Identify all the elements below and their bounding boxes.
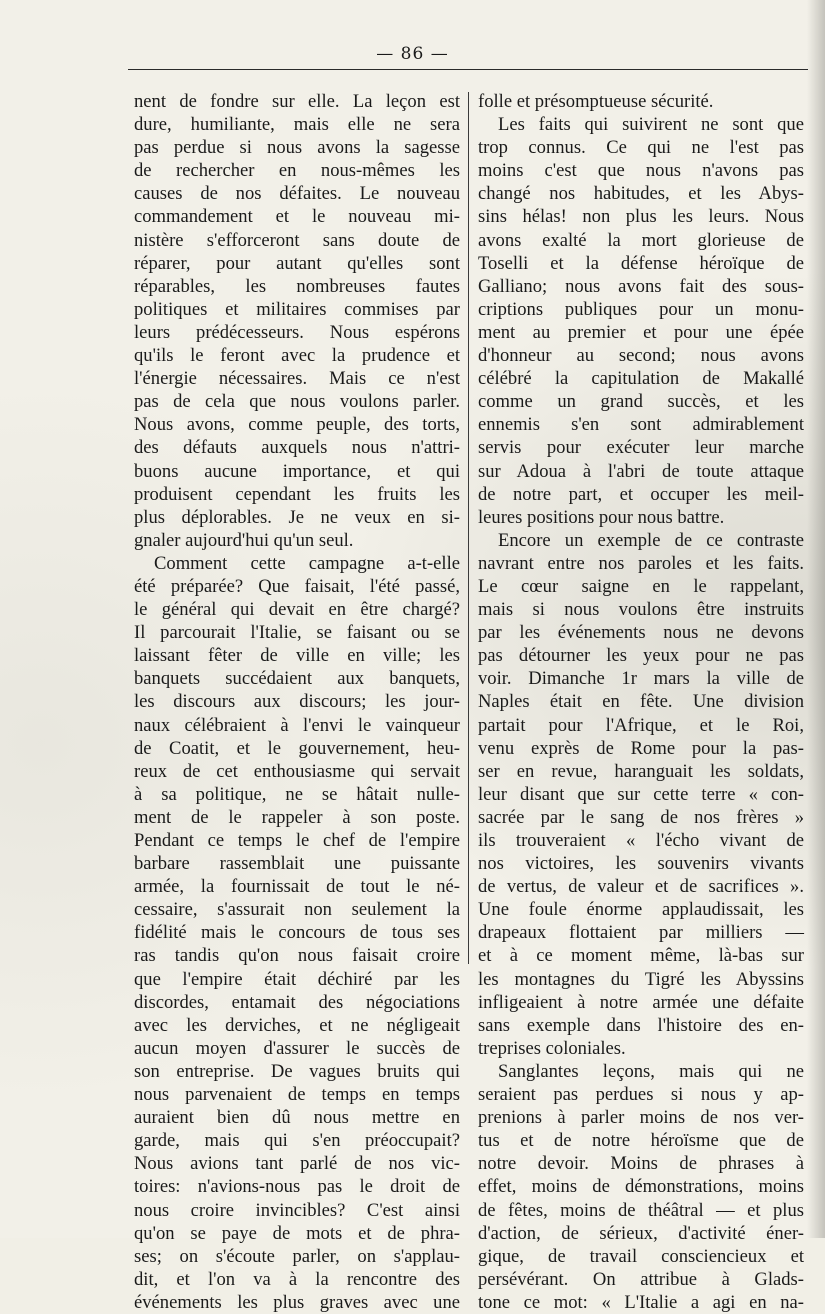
text-line: dure, humiliante, mais elle ne sera <box>134 114 460 136</box>
text-line: ses; on s'écoute parler, on s'applau- <box>134 1245 460 1267</box>
text-line: réparables, les nombreuses fautes <box>134 275 460 297</box>
text-line: gnaler aujourd'hui qu'un seul. <box>134 529 354 551</box>
text-line: ras tandis qu'on nous faisait croire <box>134 945 460 967</box>
text-line: par les événements nous ne devons <box>478 622 804 644</box>
text-line: de notre part, et occuper les meil- <box>478 483 804 505</box>
text-line: et à ce moment même, là-bas sur <box>478 945 804 967</box>
text-line: des défauts auxquels nous n'attri- <box>134 437 460 459</box>
text-line: politiques et militaires commises par <box>134 298 460 320</box>
text-line: sacrée par le sang de nos frères » <box>478 806 804 828</box>
text-line: garde, mais qui s'en préoccupait? <box>134 1130 460 1152</box>
text-line: Le cœur saigne en le rappelant, <box>478 575 804 597</box>
text-line: son entreprise. De vagues bruits qui <box>134 1060 460 1082</box>
text-line: laissant fêter de ville en ville; les <box>134 645 460 667</box>
text-line: de fêtes, moins de théâtral — et plus <box>478 1199 804 1221</box>
text-line: ment au premier et pour une épée <box>478 321 804 343</box>
text-line: comme un grand succès, et les <box>478 391 804 413</box>
text-line: nent de fondre sur elle. La leçon est <box>134 91 460 112</box>
text-column-left <box>134 90 460 1314</box>
text-line: Les faits qui suivirent ne sont que <box>498 114 804 136</box>
text-line: cessaire, s'assurait non seulement la <box>134 899 460 921</box>
text-line: navrant entre nos paroles et les faits. <box>478 552 804 574</box>
text-line: folle et présomptueuse sécurité. <box>478 91 714 112</box>
text-line: sins hélas! non plus les leurs. Nous <box>478 206 804 228</box>
text-line: les discours aux discours; les jour- <box>134 691 460 713</box>
text-line: événements les plus graves avec une <box>134 1291 460 1313</box>
text-line: à sa politique, ne se hâtait nulle- <box>134 783 460 805</box>
text-line: leur disant que sur cette terre « con- <box>478 783 804 805</box>
text-line: nous croire invincibles? C'est ainsi <box>134 1199 460 1221</box>
text-line: qu'ils le feront avec la prudence et <box>134 345 460 367</box>
text-column-right <box>478 90 804 1314</box>
text-line: ser en revue, haranguait les soldats, <box>478 760 804 782</box>
page-number: — 86 — <box>376 44 449 64</box>
text-line: moins c'est que nous n'avons pas <box>478 160 804 182</box>
text-line: de Coatit, et le gouvernement, heu- <box>134 737 460 759</box>
text-line: l'énergie nécessaires. Mais ce n'est <box>134 368 460 390</box>
text-line: été préparée? Que faisait, l'été passé, <box>134 575 460 597</box>
text-line: armée, la fournissait de tout le né- <box>134 876 460 898</box>
text-line: ennemis s'en sont admirablement <box>478 414 804 436</box>
text-line: le général qui devait en être chargé? <box>134 599 460 621</box>
text-line: persévérant. On attribue à Glads- <box>478 1268 804 1290</box>
text-line: Une foule énorme applaudissait, les <box>478 899 804 921</box>
text-line: notre devoir. Moins de phrases à <box>478 1153 804 1175</box>
text-line: que l'empire était déchiré par les <box>134 968 460 990</box>
text-line: Encore un exemple de ce contraste <box>498 529 804 551</box>
text-line: discordes, entamait des négociations <box>134 991 460 1013</box>
text-line: causes de nos défaites. Le nouveau <box>134 183 460 205</box>
text-line: pas de cela que nous voulons parler. <box>134 391 460 413</box>
text-line: partait pour l'Afrique, et le Roi, <box>478 714 804 736</box>
text-line: treprises coloniales. <box>478 1037 626 1059</box>
text-line: tus et de notre héroïsme que de <box>478 1130 804 1152</box>
text-line: réparer, pour autant qu'elles sont <box>134 252 460 274</box>
text-line: aucun moyen d'assurer le succès de <box>134 1037 460 1059</box>
text-line: Galliano; nous avons fait des sous- <box>478 275 804 297</box>
text-line: célébré la capitulation de Makallé <box>478 368 804 390</box>
text-line: Naples était en fête. Une division <box>478 691 804 713</box>
text-line: produisent cependant les fruits les <box>134 483 460 505</box>
text-line: seraient pas perdues si nous y ap- <box>478 1084 804 1106</box>
text-line: avec les derviches, et ne négligeait <box>134 1014 460 1036</box>
text-line: pas perdue si nous avons la sagesse <box>134 137 460 159</box>
text-line: criptions publiques pour un monu- <box>478 298 804 320</box>
text-line: dit, et l'on va à la rencontre des <box>134 1268 460 1290</box>
text-line: nous parvenaient de temps en temps <box>134 1084 460 1106</box>
text-line: banquets succédaient aux banquets, <box>134 668 460 690</box>
text-line: venu exprès de Rome pour la pas- <box>478 737 804 759</box>
text-line: gique, de travail consciencieux et <box>478 1245 804 1267</box>
text-line: leures positions pour nous battre. <box>478 506 725 528</box>
text-line: Nous avions tant parlé de nos vic- <box>134 1153 460 1175</box>
text-line: Sanglantes leçons, mais qui ne <box>498 1060 804 1082</box>
text-line: changé nos habitudes, et les Abys- <box>478 183 804 205</box>
text-line: buons aucune importance, et qui <box>134 460 460 482</box>
text-line: voir. Dimanche 1r mars la ville de <box>478 668 804 690</box>
text-line: les montagnes du Tigré les Abyssins <box>478 968 804 990</box>
text-line: d'honneur au second; nous avons <box>478 345 804 367</box>
text-line: infligeaient à notre armée une défaite <box>478 991 804 1013</box>
text-line: drapeaux flottaient par milliers — <box>478 922 804 944</box>
text-line: sans exemple dans l'histoire des en- <box>478 1014 804 1036</box>
text-line: naux célébraient à l'envi le vainqueur <box>134 714 460 736</box>
text-line: nistère s'efforceront sans doute de <box>134 229 460 251</box>
text-line: avons exalté la mort glorieuse de <box>478 229 804 251</box>
text-line: Comment cette campagne a-t-elle <box>154 552 460 574</box>
text-line: qu'on se paye de mots et de phra- <box>134 1222 460 1244</box>
text-line: de rechercher en nous-mêmes les <box>134 160 460 182</box>
text-line: prenions à parler moins de nos ver- <box>478 1107 804 1129</box>
column-divider <box>468 92 469 964</box>
text-line: fidélité mais le concours de tous ses <box>134 922 460 944</box>
text-line: Il parcourait l'Italie, se faisant ou se <box>134 622 460 644</box>
text-line: ils trouveraient « l'écho vivant de <box>478 830 804 851</box>
text-line: tone ce mot: « L'Italie a agi en na- <box>478 1291 804 1313</box>
text-line: Toselli et la défense héroïque de <box>478 252 804 274</box>
text-line: effet, moins de démonstrations, moins <box>478 1176 804 1198</box>
text-line: auraient bien dû nous mettre en <box>134 1107 460 1129</box>
text-line: leurs prédécesseurs. Nous espérons <box>134 321 460 343</box>
text-line: d'action, de sérieux, d'activité éner- <box>478 1222 804 1244</box>
text-line: toires: n'avions-nous pas le droit de <box>134 1176 460 1198</box>
text-line: mais si nous voulons être instruits <box>478 599 804 621</box>
text-line: ment de le rappeler à son poste. <box>134 806 460 828</box>
text-line: plus déplorables. Je ne veux en si- <box>134 506 460 528</box>
text-line: de vertus, de valeur et de sacrifices ». <box>478 876 804 898</box>
text-line: servis pour exécuter leur marche <box>478 437 804 459</box>
text-line: sur Adoua à l'abri de toute attaque <box>478 460 804 482</box>
header-rule <box>128 69 808 70</box>
text-line: barbare rassemblait une puissante <box>134 853 460 875</box>
text-line: Pendant ce temps le chef de l'empire <box>134 830 460 851</box>
text-line: commandement et le nouveau mi- <box>134 206 460 228</box>
page-edge-shadow <box>807 0 825 1238</box>
text-line: reux de cet enthousiasme qui servait <box>134 760 460 782</box>
text-line: Nous avons, comme peuple, des torts, <box>134 414 460 436</box>
text-line: pas détourner les yeux pour ne pas <box>478 645 804 667</box>
text-line: nos victoires, les souvenirs vivants <box>478 853 804 875</box>
text-line: trop connus. Ce qui ne l'est pas <box>478 137 804 159</box>
